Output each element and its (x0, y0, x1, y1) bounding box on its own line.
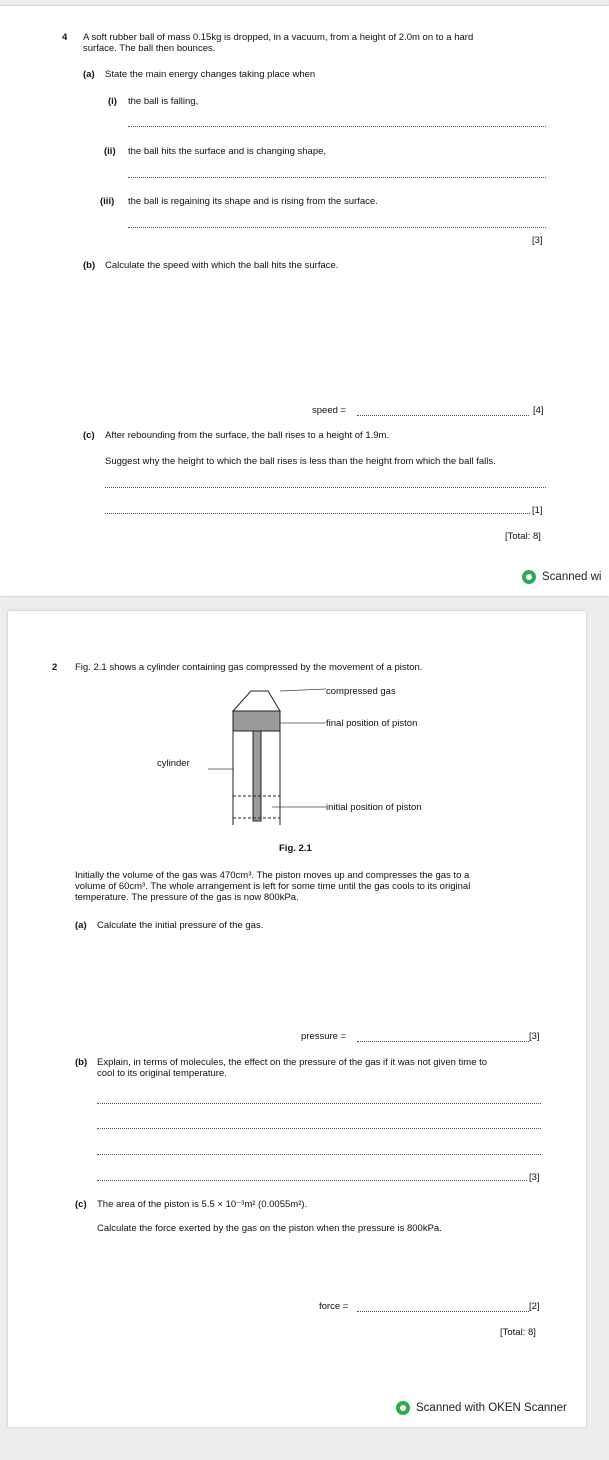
part-text: Calculate the initial pressure of the gas. (97, 920, 264, 931)
answer-line[interactable] (97, 1103, 541, 1104)
part-text: Calculate the speed with which the ball hits the surface. (105, 260, 339, 271)
answer-line[interactable] (97, 1154, 541, 1155)
label-final-piston: final position of piston (326, 718, 418, 729)
answer-line[interactable] (128, 227, 546, 228)
subpart-label: (i) (108, 96, 117, 107)
leader-line (280, 689, 326, 691)
label-initial-piston: initial position of piston (326, 802, 422, 813)
scanner-watermark (396, 1401, 567, 1415)
marks: [4] (533, 405, 544, 416)
part-label: (b) (75, 1057, 88, 1068)
marks: [3] (529, 1172, 540, 1183)
part-text: After rebounding from the surface, the ball rises to a height of 1.9m. (105, 430, 390, 441)
subpart-text: the ball is falling, (128, 96, 199, 107)
paragraph-line: volume of 60cm³. The whole arrangement is left for some time until the gas cools to its original (75, 881, 471, 892)
scanner-logo-icon (522, 570, 536, 584)
scanner-text: Scanned with OKEN Scanner (416, 1402, 567, 1414)
pressure-label: pressure = (301, 1031, 347, 1042)
marks: [2] (529, 1301, 540, 1312)
part-text: Calculate the force exerted by the gas on the piston when the pressure is 800kPa. (97, 1223, 442, 1234)
marks: [3] (529, 1031, 540, 1042)
answer-line[interactable] (97, 1128, 541, 1129)
part-label: (b) (83, 260, 96, 271)
paragraph-line: Initially the volume of the gas was 470cm³. The piston moves up and compresses the gas to a (75, 870, 470, 881)
subpart-label: (iii) (100, 196, 115, 207)
scanner-watermark (522, 570, 601, 584)
speed-answer-line[interactable] (357, 415, 529, 416)
paragraph-line: temperature. The pressure of the gas is now 800kPa. (75, 892, 299, 903)
total-marks: [Total: 8] (500, 1327, 536, 1338)
exam-page-1 (0, 6, 609, 596)
answer-line[interactable] (97, 1180, 527, 1181)
answer-line[interactable] (128, 177, 546, 178)
figure-caption: Fig. 2.1 (279, 843, 312, 854)
part-text: Suggest why the height to which the ball rises is less than the height from which the ball falls. (105, 456, 496, 467)
marks: [1] (532, 505, 543, 516)
answer-line[interactable] (128, 126, 546, 127)
piston-rod (253, 731, 261, 821)
question-text: Fig. 2.1 shows a cylinder containing gas compressed by the movement of a piston. (75, 662, 423, 673)
part-text: Explain, in terms of molecules, the effect on the pressure of the gas if it was not given time to (97, 1057, 488, 1068)
part-text: The area of the piston is 5.5 × 10⁻³m² (0.0055m²). (97, 1199, 308, 1210)
piston-final (233, 711, 280, 731)
exam-page-2 (8, 611, 586, 1427)
force-label: force = (319, 1301, 349, 1312)
part-label: (c) (83, 430, 95, 441)
gas-chamber-cap (233, 691, 280, 711)
question-number: 4 (62, 32, 68, 43)
question-number: 2 (52, 662, 58, 673)
part-label: (c) (75, 1199, 87, 1210)
force-answer-line[interactable] (357, 1311, 529, 1312)
total-marks: [Total: 8] (505, 531, 541, 542)
marks: [3] (532, 235, 543, 246)
scanner-logo-icon (396, 1401, 410, 1415)
question-text: A soft rubber ball of mass 0.15kg is dropped, in a vacuum, from a height of 2.0m on to a hard (83, 32, 474, 43)
speed-label: speed = (312, 405, 347, 416)
part-label: (a) (83, 69, 95, 80)
label-cylinder: cylinder (157, 758, 190, 769)
part-label: (a) (75, 920, 87, 931)
part-text: State the main energy changes taking place when (105, 69, 316, 80)
question-text-cont: surface. The ball then bounces. (83, 43, 216, 54)
subpart-text: the ball hits the surface and is changing shape, (128, 146, 327, 157)
subpart-text: the ball is regaining its shape and is rising from the surface. (128, 196, 378, 207)
pressure-answer-line[interactable] (357, 1041, 529, 1042)
part-text-cont: cool to its original temperature. (97, 1068, 227, 1079)
scanner-text: Scanned wi (542, 571, 602, 583)
answer-line[interactable] (105, 513, 530, 514)
subpart-label: (ii) (104, 146, 116, 157)
label-compressed-gas: compressed gas (326, 686, 396, 697)
answer-line[interactable] (105, 487, 546, 488)
